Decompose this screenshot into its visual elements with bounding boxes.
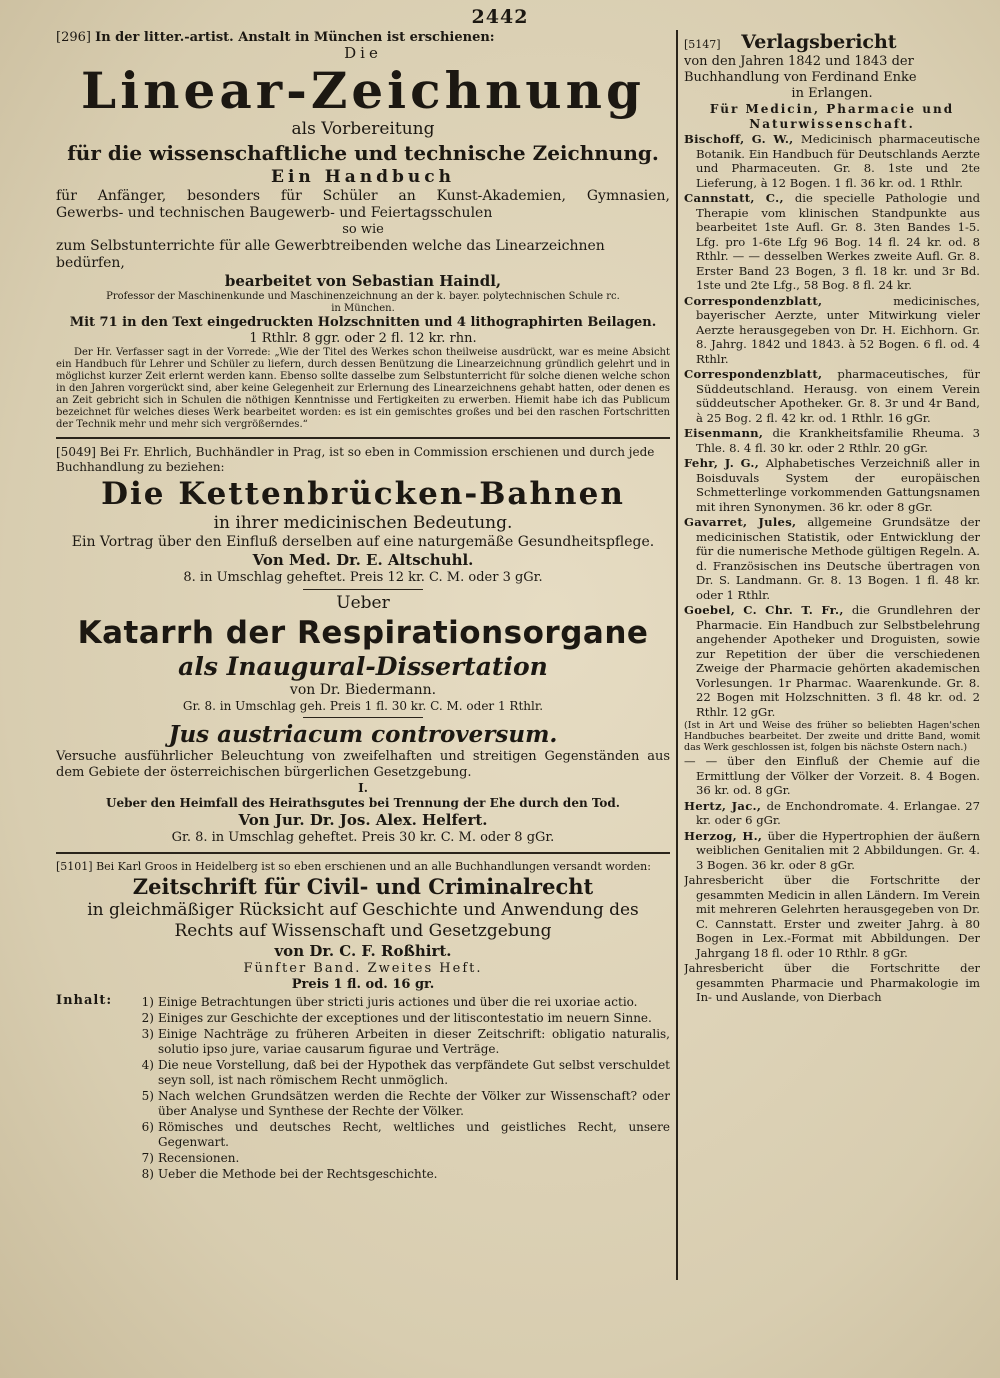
ad-ref: [5147] bbox=[684, 38, 721, 51]
entry-text: Jahresbericht über die Fortschritte der gesammten Pharmacie und Pharmakologie im In- und Auslande, von Dierbach bbox=[684, 961, 980, 1004]
entry-author: Gavarret, Jules, bbox=[684, 515, 808, 529]
entry-author: Correspondenzblatt, bbox=[684, 367, 838, 381]
entry-author: Cannstatt, C., bbox=[684, 191, 795, 205]
ad-subtitle-1: in gleichmäßiger Rücksicht auf Geschichte und Anwendung des bbox=[87, 900, 639, 920]
als-line: als Vorbereitung bbox=[291, 119, 435, 139]
page-number: 2442 bbox=[471, 6, 529, 28]
ad-header bbox=[56, 860, 670, 873]
catalog-entry bbox=[684, 367, 980, 425]
contents-item-text: Recensionen. bbox=[158, 1151, 240, 1165]
contents-block bbox=[56, 993, 670, 1183]
contents-label: Inhalt: bbox=[56, 993, 113, 1008]
divider bbox=[303, 717, 423, 718]
catalog-entry bbox=[684, 132, 980, 190]
ad-header-text: Bei Karl Groos in Heidelberg ist so eben erschienen und an alle Buchhandlungen versandt worden: bbox=[96, 860, 651, 873]
die-label: Die bbox=[344, 44, 382, 62]
section-divider bbox=[56, 852, 670, 854]
contents-item-text: Römisches und deutsches Recht, weltliches und geistliches Recht, unsere Gegenwart. bbox=[158, 1120, 670, 1149]
entry-text: Jahresbericht über die Fortschritte der gesammten Medicin in allen Ländern. Im Verein mit mehreren Gelehrten herausgegeben von Dr. C. Cannstatt. Erster und zweiter Jahrg. à 80 Bogen in Lex.-Format mit Abbildungen. Der Jahrgang 18 fl. oder 10 Rthlr. 8 gGr. bbox=[684, 873, 980, 960]
entry-author: Bischoff, G. W., bbox=[684, 132, 801, 146]
ad-price: Preis 1 fl. od. 16 gr. bbox=[291, 977, 435, 992]
illustrations-line: Mit 71 in den Text eingedruckten Holzschnitten und 4 lithographirten Beilagen. bbox=[69, 315, 657, 330]
contents-item-number: 8) bbox=[141, 1167, 154, 1181]
contents-item bbox=[134, 1120, 670, 1150]
catalog-entry bbox=[684, 720, 980, 753]
entry-text: die Krankheitsfamilie Rheuma. 3 Thle. 8. 4 fl. 30 kr. oder 2 Rthlr. 20 gGr. bbox=[696, 426, 980, 455]
katarrh-subtitle: als Inaugural-Dissertation bbox=[178, 652, 548, 681]
entry-text: medicinisches, bayerischer Aerzte, unter Mitwirkung vieler Aerzte herausgegeben von Dr. H. Eichhorn. Gr. 8. Jahrg. 1842 und 1843. à 52 Bogen. 6 fl. od. 4 Rthlr. bbox=[696, 293, 980, 366]
catalog-intro-1: von den Jahren 1842 und 1843 der bbox=[684, 54, 914, 69]
catalog-entry bbox=[684, 829, 980, 873]
contents-item-text: Die neue Vorstellung, daß bei der Hypothek das verpfändete Gut selbst verschuldet seyn soll, ist nach römischem Recht unmöglich. bbox=[158, 1058, 670, 1087]
entry-text: — — über den Einfluß der Chemie auf die Ermittlung der Völker der Vorzeit. 8. 4 Bogen. 36 kr. od. 8 gGr. bbox=[684, 754, 980, 797]
column-divider bbox=[676, 30, 678, 1280]
katarrh-author: von Dr. Biedermann. bbox=[289, 682, 437, 698]
entry-text: Alphabetisches Verzeichniß aller in Boisduvals System der europäischen Schmetterlinge vorkommenden Gattungsnamen mit ihren Synonymen. 36 kr. oder 8 gGr. bbox=[696, 456, 980, 514]
ad-title: Die Kettenbrücken-Bahnen bbox=[101, 476, 625, 512]
catalog-intro-2: Buchhandlung von Ferdinand Enke bbox=[684, 70, 917, 85]
entry-author: Goebel, C. Chr. T. Fr., bbox=[684, 603, 852, 617]
catalog-entry bbox=[684, 873, 980, 960]
audience-line-1: für Anfänger, besonders für Schüler an Kunst-Akademien, Gymnasien, bbox=[56, 188, 670, 204]
contents-item-text: Einige Nachträge zu früheren Arbeiten in dieser Zeitschrift: obligatio naturalis, solutio ipso jure, variae causarum figurae und Verträge. bbox=[158, 1027, 670, 1056]
contents-item bbox=[134, 1151, 670, 1166]
catalog-entry bbox=[684, 456, 980, 514]
ad-subtitle-2: Rechts auf Wissenschaft und Gesetzgebung bbox=[174, 921, 552, 941]
catalog-entry bbox=[684, 754, 980, 798]
catalog-entry bbox=[684, 191, 980, 293]
contents-item-number: 4) bbox=[141, 1058, 154, 1072]
advertisement-linear-zeichnung bbox=[56, 30, 670, 431]
contents-item-number: 3) bbox=[141, 1027, 154, 1041]
ad-ref: [5101] bbox=[56, 860, 93, 873]
ad-title: Zeitschrift für Civil- und Criminalrecht bbox=[132, 874, 594, 899]
catalog-entry bbox=[684, 515, 980, 602]
ad-editor: von Dr. C. F. Roßhirt. bbox=[274, 942, 452, 960]
divider bbox=[303, 589, 423, 590]
entry-author: Herzog, H., bbox=[684, 828, 768, 843]
entry-text: die Grundlehren der Pharmacie. Ein Handbuch zur Selbstbelehrung angehender Apotheker und Droguisten, sowie zur Repetition der über die verschiedenen Zweige der Pharmacie gehörten akademischen Vorlesungen. 1r Pharmac. Waarenkunde. Gr. 8. 22 Bogen mit Holzschnitten. 3 fl. 48 kr. od. 2 Rthlr. 12 gGr. bbox=[696, 603, 980, 719]
catalog-title: Verlagsbericht bbox=[741, 31, 897, 53]
section-divider bbox=[56, 437, 670, 439]
entry-text: allgemeine Grundsätze der medicinischen Statistik, oder Entwicklung der für die numerische Methode gültigen Regeln. A. d. Französischen ins Deutsche übertragen von Dr. S. Landmann. Gr. 8. 13 Bogen. 1 fl. 48 kr. oder 1 Rthlr. bbox=[696, 515, 980, 602]
ueber-label: Ueber bbox=[336, 593, 390, 613]
jus-author: Von Jur. Dr. Jos. Alex. Helfert. bbox=[238, 811, 488, 829]
sowie-line: so wie bbox=[342, 222, 384, 237]
ad-header bbox=[56, 445, 670, 475]
contents-item-number: 5) bbox=[141, 1089, 154, 1103]
audience-line-2: Gewerbs- und technischen Baugewerb- und Feiertagsschulen bbox=[56, 205, 493, 221]
contents-item bbox=[134, 1167, 670, 1182]
katarrh-price: Gr. 8. in Umschlag geh. Preis 1 fl. 30 kr. C. M. oder 1 Rthlr. bbox=[182, 699, 544, 713]
advertisement-kettenbruecken bbox=[56, 445, 670, 846]
entry-author: Eisenmann, bbox=[684, 426, 773, 440]
contents-item bbox=[134, 1058, 670, 1088]
ad-header-text: Bei Fr. Ehrlich, Buchhändler in Prag, ist so eben in Commission erschienen und durch jede Buchhandlung zu beziehen: bbox=[56, 445, 655, 474]
contents-item-text: Ueber die Methode bei der Rechtsgeschichte. bbox=[158, 1167, 438, 1181]
jus-description: Versuche ausführlicher Beleuchtung von zweifelhaften und streitigen Gegenständen aus dem Gebiete der österreichischen bürgerlichen Gesetzgebung. bbox=[56, 749, 670, 780]
ad-title: Linear-Zeichnung bbox=[81, 61, 645, 120]
contents-list bbox=[134, 995, 670, 1183]
left-column bbox=[56, 30, 670, 1290]
entry-author: Hertz, Jac., bbox=[684, 798, 767, 813]
catalog-section: Für Medicin, Pharmacie und Naturwissenschaft. bbox=[709, 102, 955, 131]
part-number: I. bbox=[358, 781, 368, 795]
contents-item bbox=[134, 1011, 670, 1026]
ad-description: Der Hr. Verfasser sagt in der Vorrede: „Wie der Titel des Werkes schon theilweise ausdrückt, war es meine Absicht ein Handbuch für Lehrer und Schüler zu liefern, durch dessen Benützung die Linearzeichnung gründlich gelehrt und in möglichst kurzer Zeit erlernt werden kann. Ebenso sollte dasselbe zum Selbstunterricht für solche dienen welche schon in den Jahren vorgerückt sind, aber keine Gelegenheit zur Erlernung des Linearzeichnens gehabt hatten, oder denen es an Zeit gebricht sich in Schulen die nöthigen Kenntnisse und Fertigkeiten zu erwerben. Hiemit habe ich das Publicum bezeichnet für welches dieses Werk bearbeitet worden: es ist ein gemischtes großes und bei den raschen Fortschritten der Technik mehr und mehr sich vergrößerndes.“ bbox=[56, 347, 670, 430]
handbuch-line: Ein Handbuch bbox=[271, 167, 455, 187]
contents-item-number: 2) bbox=[141, 1011, 154, 1025]
entry-text: de Enchondromate. 4. Erlangae. 27 kr. oder 6 gGr. bbox=[696, 798, 980, 827]
ad-price: 1 Rthlr. 8 ggr. oder 2 fl. 12 kr. rhn. bbox=[249, 331, 477, 346]
contents-item-number: 6) bbox=[141, 1120, 154, 1134]
ad-ref: [296] bbox=[56, 30, 91, 45]
entry-author: Fehr, J. G., bbox=[684, 456, 766, 470]
catalog-heading bbox=[684, 30, 980, 54]
catalog-entry bbox=[684, 426, 980, 455]
contents-item-text: Einige Betrachtungen über stricti juris actiones und über die rei uxoriae actio. bbox=[158, 995, 638, 1009]
right-column bbox=[684, 30, 980, 1290]
ad-description: Ein Vortrag über den Einfluß derselben auf eine naturgemäße Gesundheitspflege. bbox=[71, 534, 655, 550]
contents-item-number: 7) bbox=[141, 1151, 154, 1165]
ad-subtitle: für die wissenschaftliche und technische Zeichnung. bbox=[67, 141, 659, 165]
author-title-1: Professor der Maschinenkunde und Maschinenzeichnung an der k. bayer. polytechnischen Schule rc. bbox=[106, 291, 620, 302]
catalog-entry bbox=[684, 961, 980, 1005]
part-title: Ueber den Heimfall des Heirathsgutes bei Trennung der Ehe durch den Tod. bbox=[105, 796, 620, 810]
advertisement-zeitschrift bbox=[56, 860, 670, 1183]
ad-ref: [5049] bbox=[56, 445, 96, 459]
ad-header-text: In der litter.-artist. Anstalt in München ist erschienen: bbox=[95, 30, 495, 45]
entry-author: Correspondenzblatt, bbox=[684, 293, 894, 308]
entry-text: über die Hypertrophien der äußern weiblichen Genitalien mit 2 Abbildungen. Gr. 4. 3 Bogen. 36 kr. oder 8 gGr. bbox=[696, 828, 980, 872]
catalog-entry bbox=[684, 294, 980, 367]
catalog-entries bbox=[684, 132, 980, 1005]
author-title-2: in München. bbox=[331, 303, 395, 314]
entry-text: Medicinisch pharmaceutische Botanik. Ein Handbuch für Deutschlands Aerzte und Pharmaceuten. Gr. 8. 1ste und 2te Lieferung, à 12 Bogen. 1 fl. 36 kr. od. 1 Rthlr. bbox=[696, 132, 980, 190]
entry-text: pharmaceutisches, für Süddeutschland. Herausg. von einem Verein süddeutscher Apotheker. Gr. 8. 3r und 4r Band, à 25 Bog. 2 fl. 42 kr. od. 1 Rthlr. 16 gGr. bbox=[696, 367, 980, 425]
catalog-entry bbox=[684, 603, 980, 719]
audience-line-3: zum Selbstunterrichte für alle Gewerbtreibenden welche das Linearzeichnen bedürfen, bbox=[56, 238, 605, 271]
entry-text: (Ist in Art und Weise des früher so beliebten Hagen'schen Handbuches bearbeitet. Der zweite und dritte Band, womit das Werk geschlossen ist, folgen bis nächste Ostern nach.) bbox=[684, 720, 980, 753]
ad-price: 8. in Umschlag geheftet. Preis 12 kr. C. M. oder 3 gGr. bbox=[183, 570, 543, 585]
jus-title: Jus austriacum controversum. bbox=[168, 721, 558, 748]
ad-author: Von Med. Dr. E. Altschuhl. bbox=[252, 551, 474, 569]
contents-item bbox=[134, 1089, 670, 1119]
contents-item-text: Einiges zur Geschichte der exceptiones und der litiscontestatio im neuern Sinne. bbox=[158, 1011, 652, 1025]
catalog-intro-3: in Erlangen. bbox=[791, 86, 873, 101]
ad-subtitle: in ihrer medicinischen Bedeutung. bbox=[213, 513, 513, 533]
ad-author: bearbeitet von Sebastian Haindl, bbox=[224, 272, 502, 290]
contents-item bbox=[134, 995, 670, 1010]
katarrh-title: Katarrh der Respirationsorgane bbox=[77, 615, 649, 651]
contents-item-number: 1) bbox=[141, 995, 154, 1009]
jus-price: Gr. 8. in Umschlag geheftet. Preis 30 kr. C. M. oder 8 gGr. bbox=[171, 830, 555, 845]
entry-text: die specielle Pathologie und Therapie vom klinischen Standpunkte aus bearbeitet 1ste Aufl. Gr. 8. 3ten Bandes 1-5. Lfg. pro 1-6te Lfg 96 Bog. 14 fl. 24 kr. od. 8 Rthlr. — — desselben Werkes zweite Aufl. Gr. 8. Erster Band 23 Bogen, 3 fl. 18 kr. und 3r Bd. 1ste und 2te Lfg., 58 Bog. 8 fl. 24 kr. bbox=[696, 191, 980, 292]
catalog-entry bbox=[684, 799, 980, 828]
contents-item-text: Nach welchen Grundsätzen werden die Rechte der Völker zur Wissenschaft? oder über Analyse und Synthese der Rechte der Völker. bbox=[158, 1089, 670, 1118]
contents-item bbox=[134, 1027, 670, 1057]
ad-volume: Fünfter Band. Zweites Heft. bbox=[243, 961, 483, 976]
